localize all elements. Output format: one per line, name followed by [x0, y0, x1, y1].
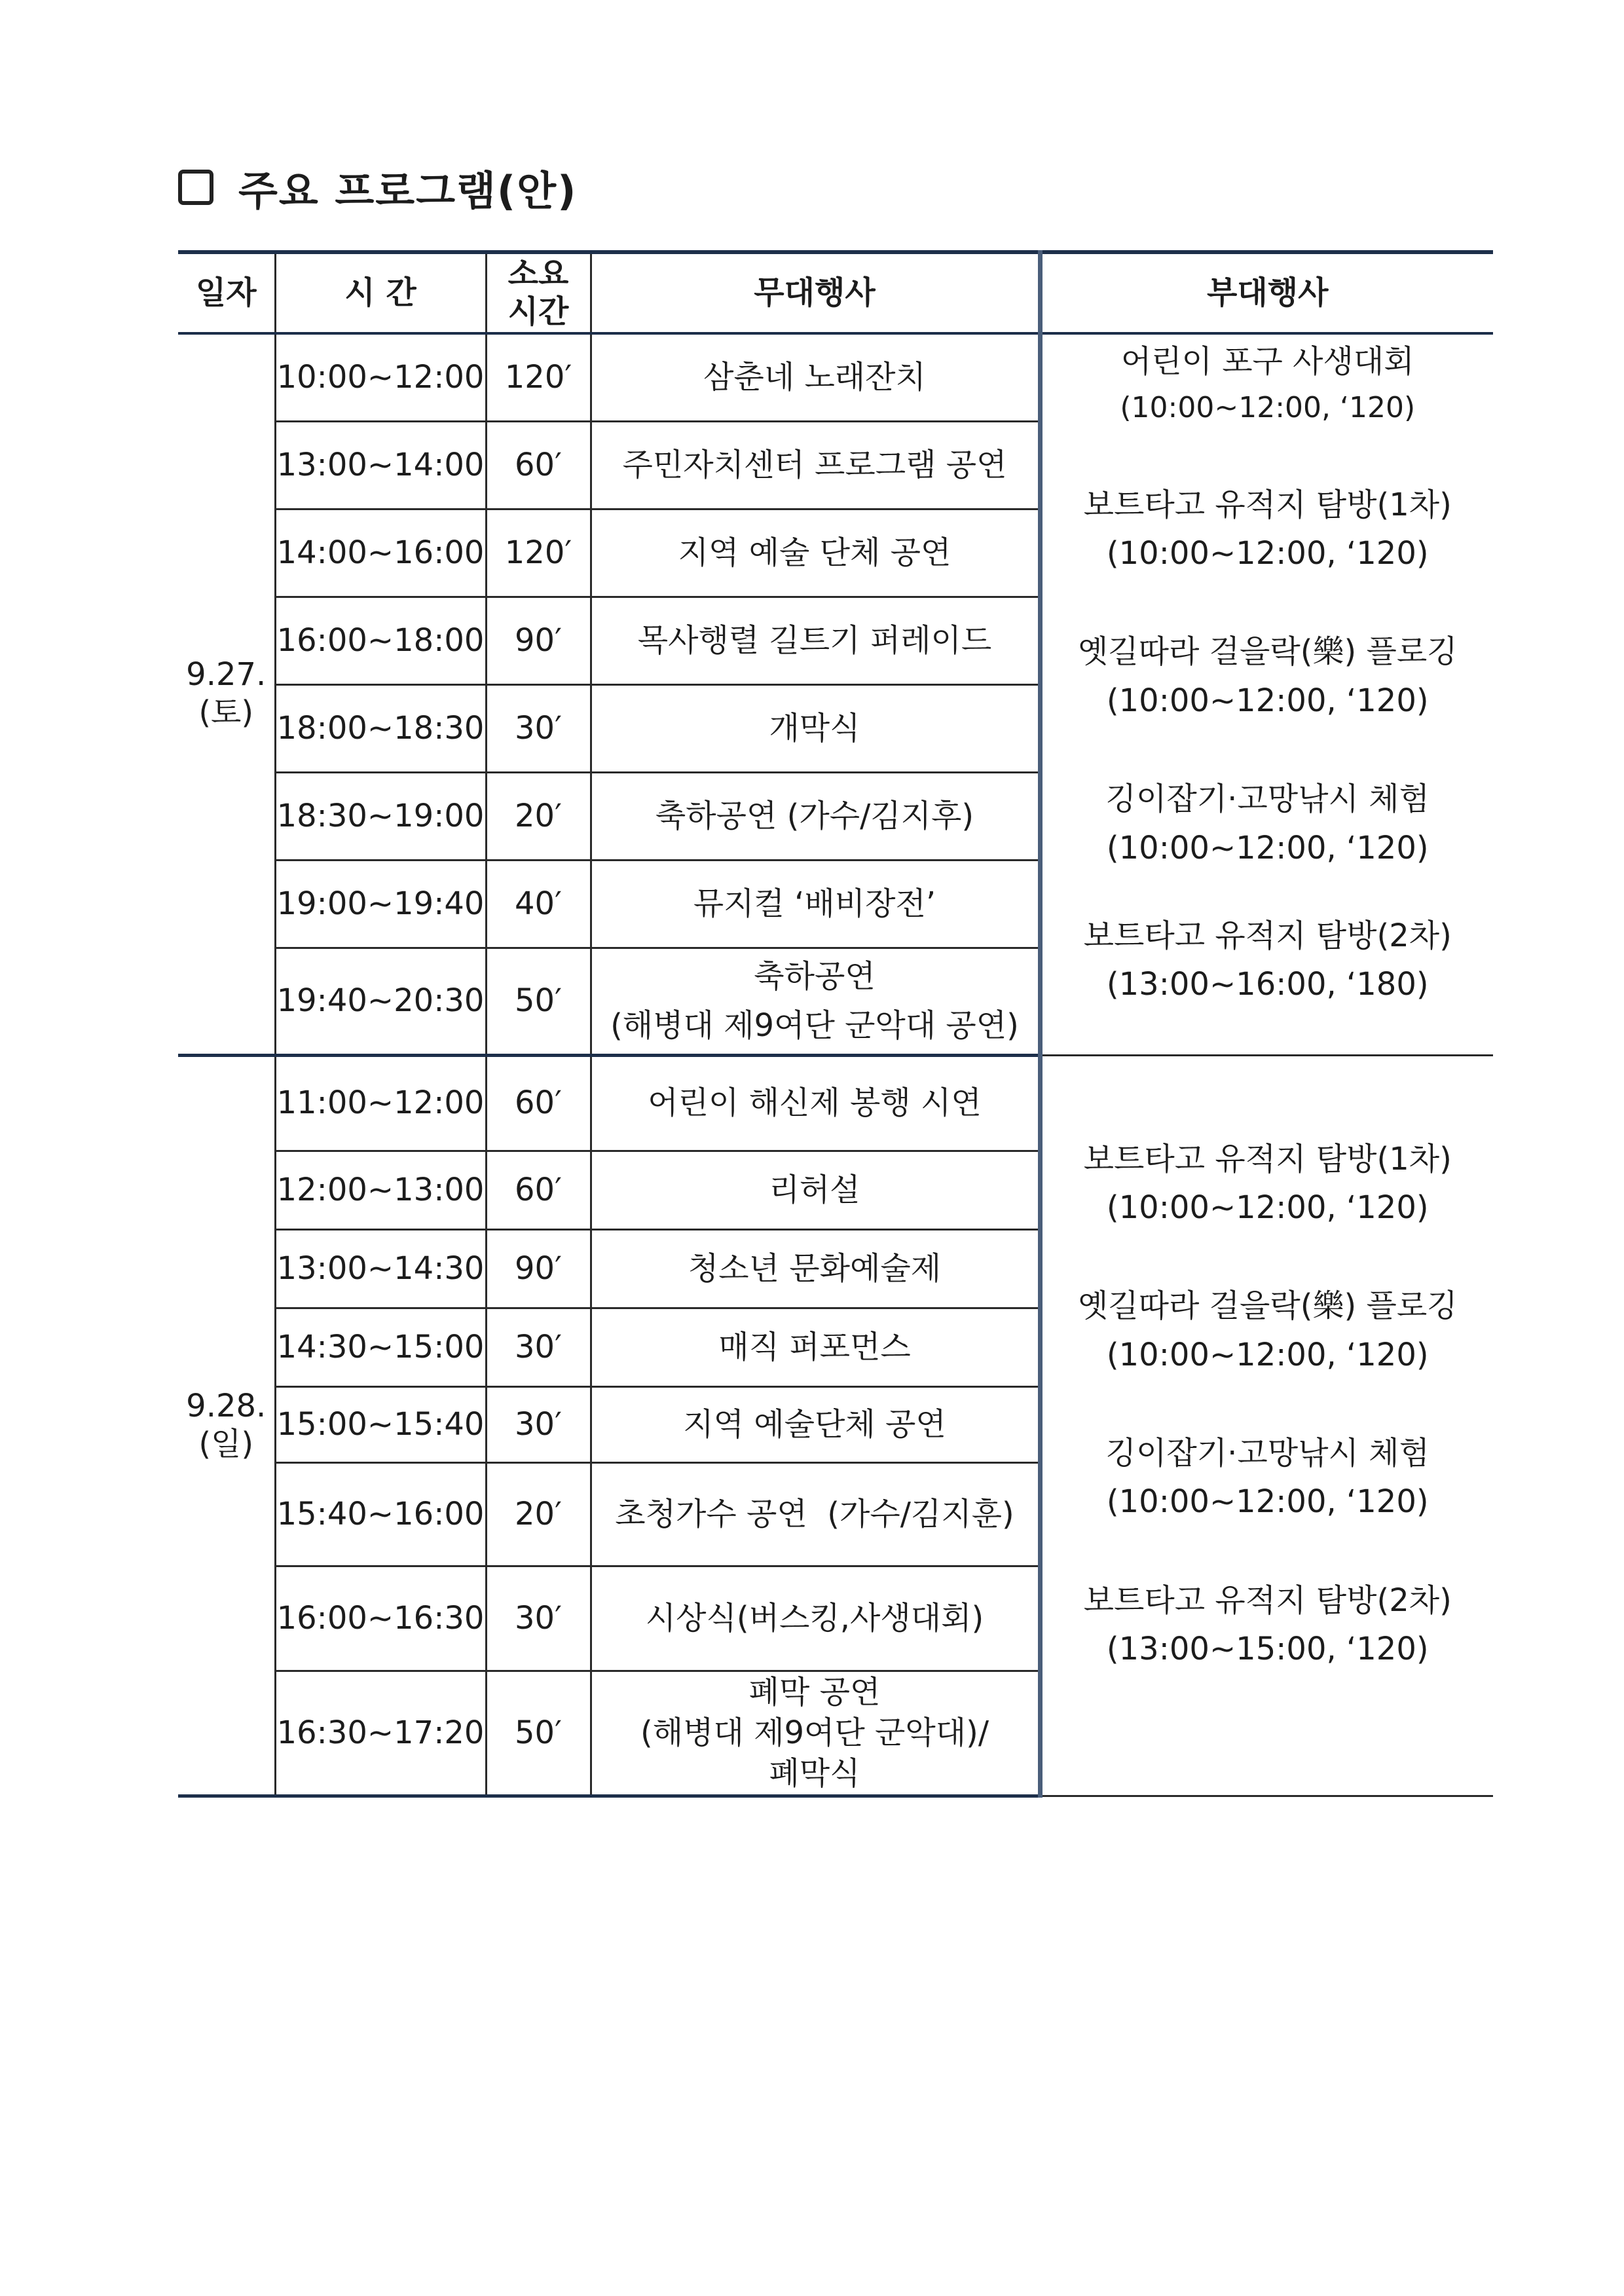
duration-cell: 20′	[486, 1462, 591, 1566]
header-duration-line2: 시간	[507, 293, 569, 330]
stage-event-cell: 목사행렬 길트기 퍼레이드	[591, 597, 1040, 684]
time-cell: 16:00~18:00	[275, 597, 486, 684]
time-cell: 10:00~12:00	[275, 333, 486, 421]
stage-event-cell: 지역 예술 단체 공연	[591, 509, 1040, 597]
duration-cell: 40′	[486, 860, 591, 948]
table-row	[178, 1055, 1493, 1151]
day-weekday: (토)	[198, 694, 254, 731]
header-duration	[486, 252, 591, 333]
side-event-name: 보트타고 유적지 탐방(2차)	[1083, 1582, 1452, 1619]
stage-event-cell: 매직 퍼포먼스	[591, 1308, 1040, 1386]
side-event-name: 보트타고 유적지 탐방(1차)	[1083, 1140, 1452, 1177]
side-event-time: (10:00~12:00, ‘120)	[1106, 534, 1429, 572]
stage-event-cell: 뮤지컬 ‘배비장전’	[591, 860, 1040, 948]
time-cell: 18:00~18:30	[275, 684, 486, 772]
stage-event-cell: 어린이 해신제 봉행 시연	[591, 1055, 1040, 1151]
header-time: 시 간	[275, 252, 486, 333]
duration-cell: 90′	[486, 1229, 591, 1308]
side-event-name: 보트타고 유적지 탐방(2차)	[1083, 917, 1452, 954]
side-event-time: (10:00~12:00, ‘120)	[1106, 1189, 1429, 1226]
duration-cell: 30′	[486, 1308, 591, 1386]
stage-event-cell: 시상식(버스킹,사생대회)	[591, 1566, 1040, 1671]
duration-cell: 20′	[486, 772, 591, 860]
day-date: 9.28.	[186, 1387, 267, 1424]
header-side: 부대행사	[1040, 252, 1493, 333]
side-event-time: (10:00~12:00, ‘120)	[1106, 1483, 1429, 1521]
side-event-name: 어린이 포구 사생대회	[1120, 343, 1414, 380]
side-event-time: (13:00~16:00, ‘180)	[1106, 966, 1429, 1003]
program-table	[178, 250, 1493, 1798]
stage-event-cell: 삼춘네 노래잔치	[591, 333, 1040, 421]
stage-event-cell: 리허설	[591, 1151, 1040, 1229]
duration-cell: 60′	[486, 1055, 591, 1151]
table-header-row	[178, 252, 1493, 333]
stage-event-line: (해병대 제9여단 군악대)/	[640, 1714, 989, 1751]
day-date: 9.27.	[186, 656, 267, 694]
day-weekday: (일)	[198, 1425, 254, 1462]
time-cell: 19:00~19:40	[275, 860, 486, 948]
stage-event-line: 폐막 공연	[748, 1673, 881, 1711]
page-title-block	[178, 161, 578, 213]
side-event-time: (10:00~12:00, ‘120)	[1120, 391, 1416, 425]
side-event-name: 옛길따라 걸을락(樂) 플로깅	[1077, 633, 1458, 671]
duration-cell: 120′	[486, 333, 591, 421]
checkbox-square-icon	[178, 170, 213, 205]
stage-event-cell: 축하공연 (가수/김지후)	[591, 772, 1040, 860]
page-title: 주요 프로그램(안)	[238, 166, 578, 215]
side-event-time: (10:00~12:00, ‘120)	[1106, 829, 1429, 866]
time-cell: 15:40~16:00	[275, 1462, 486, 1566]
stage-event-cell	[591, 948, 1040, 1055]
time-cell: 11:00~12:00	[275, 1055, 486, 1151]
duration-cell: 60′	[486, 421, 591, 509]
side-event-time: (10:00~12:00, ‘120)	[1106, 682, 1429, 719]
stage-event-cell: 청소년 문화예술제	[591, 1229, 1040, 1308]
table-row	[178, 333, 1493, 421]
stage-event-line: 축하공연	[754, 958, 876, 995]
time-cell: 13:00~14:30	[275, 1229, 486, 1308]
time-cell: 14:00~16:00	[275, 509, 486, 597]
side-event-name: 보트타고 유적지 탐방(1차)	[1083, 486, 1452, 523]
duration-cell: 90′	[486, 597, 591, 684]
stage-event-cell	[591, 1671, 1040, 1796]
stage-event-cell: 주민자치센터 프로그램 공연	[591, 421, 1040, 509]
header-duration-line1: 소요	[507, 255, 569, 292]
side-events-cell	[1040, 1055, 1493, 1796]
side-event-time: (13:00~15:00, ‘120)	[1106, 1631, 1429, 1668]
time-cell: 13:00~14:00	[275, 421, 486, 509]
stage-event-cell: 개막식	[591, 684, 1040, 772]
duration-cell: 50′	[486, 1671, 591, 1796]
side-event-name: 깅이잡기·고망낚시 체험	[1105, 1435, 1430, 1472]
time-cell: 19:40~20:30	[275, 948, 486, 1055]
stage-event-cell: 지역 예술단체 공연	[591, 1386, 1040, 1462]
duration-cell: 120′	[486, 509, 591, 597]
time-cell: 14:30~15:00	[275, 1308, 486, 1386]
stage-event-line: (해병대 제9여단 군악대 공연)	[610, 1007, 1019, 1044]
time-cell: 18:30~19:00	[275, 772, 486, 860]
time-cell: 16:30~17:20	[275, 1671, 486, 1796]
header-stage: 무대행사	[591, 252, 1040, 333]
side-event-name: 옛길따라 걸을락(樂) 플로깅	[1077, 1287, 1458, 1325]
time-cell: 15:00~15:40	[275, 1386, 486, 1462]
stage-event-cell: 초청가수 공연 (가수/김지훈)	[591, 1462, 1040, 1566]
duration-cell: 30′	[486, 1566, 591, 1671]
duration-cell: 30′	[486, 684, 591, 772]
duration-cell: 50′	[486, 948, 591, 1055]
stage-event-line: 폐막식	[769, 1755, 860, 1792]
header-date: 일자	[178, 252, 275, 333]
side-event-time: (10:00~12:00, ‘120)	[1106, 1336, 1429, 1373]
duration-cell: 60′	[486, 1151, 591, 1229]
time-cell: 16:00~16:30	[275, 1566, 486, 1671]
day-date-cell	[178, 1055, 275, 1796]
day-date-cell	[178, 333, 275, 1055]
time-cell: 12:00~13:00	[275, 1151, 486, 1229]
side-event-name: 깅이잡기·고망낚시 체험	[1105, 781, 1430, 818]
duration-cell: 30′	[486, 1386, 591, 1462]
side-events-cell	[1040, 333, 1493, 1055]
